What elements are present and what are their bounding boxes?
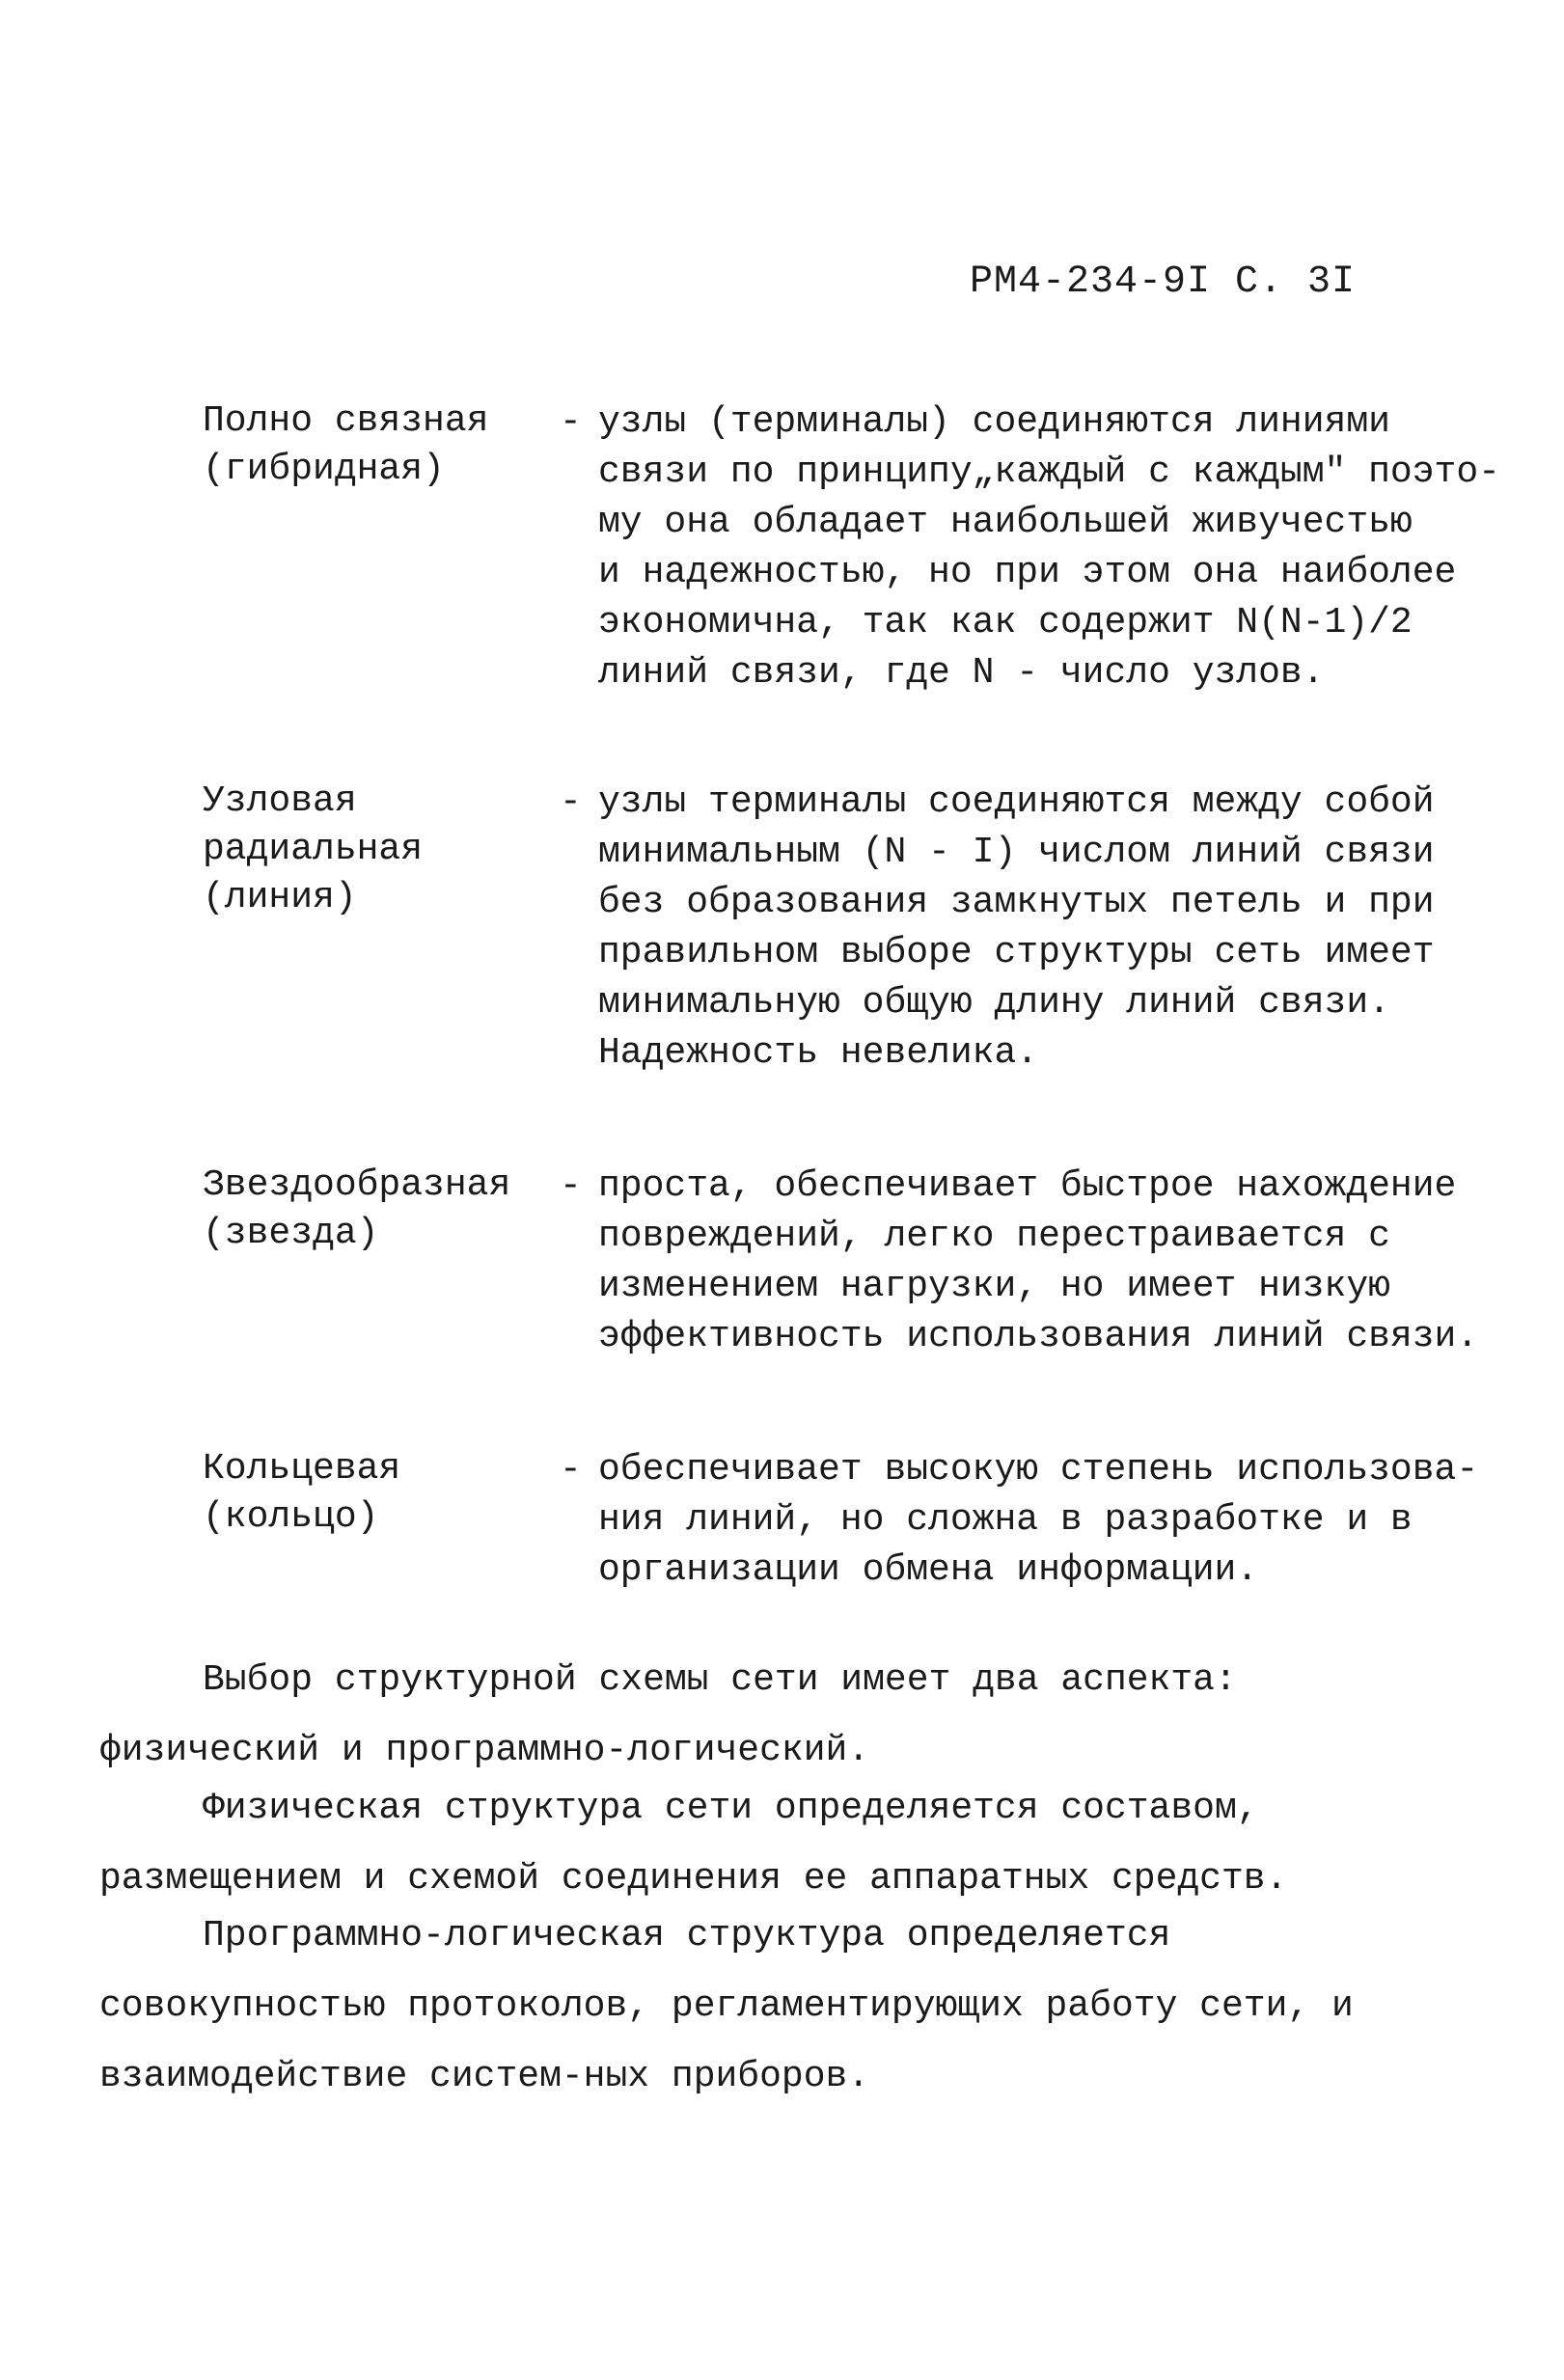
description-line: без образования замкнутых петель и при <box>598 882 1435 923</box>
description-line: эффективность использования линий связи. <box>598 1316 1479 1357</box>
definition-description <box>598 1162 1479 1362</box>
description-line: организации обмена информации. <box>598 1549 1259 1591</box>
definition-dash: - <box>560 401 582 443</box>
definition-term: Полно связная (гибридная) <box>203 400 489 490</box>
description-line: му она обладает наибольшей живучестью <box>598 502 1413 543</box>
description-line: проста, обеспечивает быстрое нахождение <box>598 1165 1457 1207</box>
definition-term: Узловая радиальная (линия) <box>203 780 424 918</box>
description-line: линий связи, где N - число узлов. <box>598 652 1325 694</box>
description-line: узлы (терминалы) соединяются линиями <box>598 401 1390 443</box>
description-line: экономична, так как содержит N(N-1)/2 <box>598 602 1413 643</box>
body-paragraph: Программно-логическая структура определяется совокупностью протоколов, регламентирующих работу сети, и взаимодействие систем-ных приборов. <box>99 1915 1354 2097</box>
description-line: обеспечивает высокую степень использова- <box>598 1449 1479 1491</box>
definition-term: Кольцевая (кольцо) <box>203 1448 401 1538</box>
description-line: узлы терминалы соединяются между собой <box>598 781 1435 823</box>
description-line: связи по принципу„каждый с каждым" поэто- <box>598 451 1500 493</box>
description-line: повреждений, легко перестраивается с <box>598 1216 1390 1257</box>
definition-description <box>598 778 1467 1079</box>
description-line: изменением нагрузки, но имеет низкую <box>598 1266 1390 1307</box>
description-line: Надежность невелика. <box>598 1032 1039 1074</box>
page-header-reference: РМ4-234-9I С. 3I <box>970 260 1357 304</box>
definition-dash: - <box>560 1449 582 1491</box>
definition-term: Звездообразная (звезда) <box>203 1164 511 1254</box>
description-line: минимальным (N - I) числом линий связи <box>598 832 1435 873</box>
definition-description <box>598 397 1500 698</box>
description-line: и надежностью, но при этом она наиболее <box>598 552 1457 593</box>
description-line: правильном выборе структуры сеть имеет <box>598 932 1435 973</box>
description-line: минимальную общую длину линий связи. <box>598 982 1390 1024</box>
definition-description <box>598 1445 1479 1596</box>
definition-dash: - <box>560 781 582 823</box>
body-paragraph: Физическая структура сети определяется составом, размещением и схемой соединения ее аппаратных средств. <box>99 1788 1288 1900</box>
definition-dash: - <box>560 1165 582 1207</box>
body-paragraph: Выбор структурной схемы сети имеет два аспекта: физический и программно-логический. <box>99 1659 1237 1771</box>
description-line: ния линий, но сложна в разработке и в <box>598 1499 1413 1541</box>
